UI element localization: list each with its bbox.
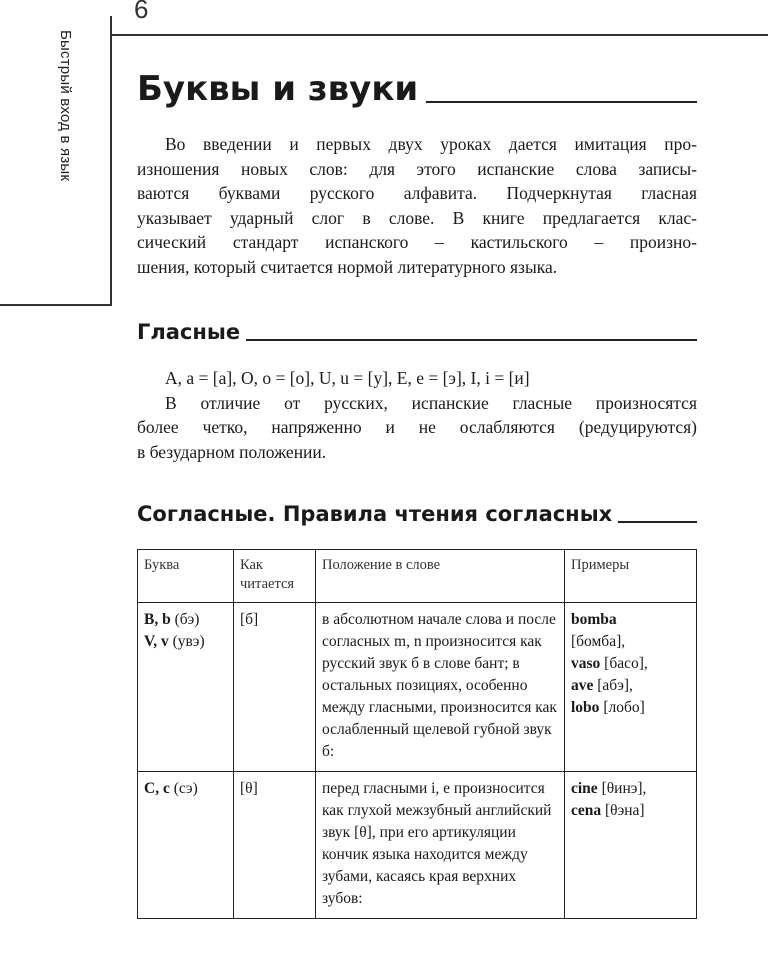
- examples-cell: [565, 603, 697, 772]
- sound-cell: [б]: [234, 603, 316, 772]
- consonants-title: Согласные. Правила чтения согласных: [137, 502, 613, 526]
- header-letter: Буква: [138, 550, 234, 603]
- example-pron: [θинэ],: [601, 780, 647, 797]
- sound-cell: [θ]: [234, 772, 316, 919]
- letter: V, v: [144, 633, 169, 650]
- example-word: cine: [571, 780, 598, 797]
- example-word: bomba: [571, 611, 617, 628]
- intro-line: изношения новых слов: для этого испанские слова записы-: [137, 158, 697, 179]
- vowels-heading: [137, 322, 697, 343]
- examples-cell: [565, 772, 697, 919]
- vowels-line: более четко, напряженно и не ослабляются (редуцируются): [137, 417, 697, 437]
- vowels-line: В отличие от русских, испанские гласные произносятся: [165, 392, 697, 413]
- example-word: ave: [571, 677, 594, 694]
- letter: C, c: [144, 780, 170, 797]
- heading-rule: [246, 339, 697, 341]
- consonants-table: [137, 549, 697, 919]
- intro-line: ваются буквами русского алфавита. Подчеркнутая гласная: [137, 183, 697, 203]
- table-row: [138, 772, 697, 919]
- heading-rule: [618, 521, 697, 523]
- side-tab-label: Быстрый вход в язык: [57, 30, 74, 182]
- letter-name: (бэ): [170, 611, 200, 628]
- vowels-formula: A, a = [а], O, o = [о], U, u = [у], E, e = [э], I, i = [и]: [165, 368, 530, 388]
- table-row: [138, 603, 697, 772]
- page-number: 6: [134, 0, 149, 24]
- letter-cell: [138, 603, 234, 772]
- side-tab: [0, 16, 112, 306]
- letter-name: (сэ): [169, 780, 198, 797]
- header-position: Положение в слове: [316, 550, 565, 603]
- header-reading: Как читается: [234, 550, 316, 603]
- vowels-title: Гласные: [137, 320, 241, 344]
- example-pron: [басо],: [604, 655, 648, 672]
- intro-line: Во введении и первых двух уроках дается имитация про-: [165, 134, 697, 154]
- position-cell: перед гласными i, e произносится как глухой межзубный английский звук [θ], при его артикуляции кончик языка находится между зубами, касаясь края верхних зубов:: [316, 772, 565, 919]
- intro-line: указывает ударный слог в слове. В книге предлагается клас-: [137, 207, 697, 228]
- section-heading: [137, 69, 697, 109]
- letter-name: (увэ): [168, 633, 205, 650]
- letter: B, b: [144, 611, 171, 628]
- section-title: Буквы и звуки: [137, 69, 419, 109]
- example-pron: [бомба],: [571, 633, 626, 650]
- intro-paragraph: [137, 132, 697, 279]
- example-pron: [θэна]: [605, 802, 645, 819]
- vowels-paragraph: [137, 366, 697, 464]
- intro-line: шения, который считается нормой литературного языка.: [137, 256, 558, 277]
- table-header-row: [138, 550, 697, 603]
- intro-line: сический стандарт испанского – кастильского – произно-: [137, 232, 697, 252]
- position-cell: в абсолютном начале слова и после согласных m, n произносится как русский звук б в слове бант; в остальных позициях, особенно между гласными, произносится как ослабленный щелевой губной звук б:: [316, 603, 565, 772]
- example-word: cena: [571, 802, 602, 819]
- header-examples: Примеры: [565, 550, 697, 603]
- example-word: vaso: [571, 655, 601, 672]
- consonants-heading: [137, 504, 697, 525]
- example-word: lobo: [571, 699, 600, 716]
- vowels-line: в безударном положении.: [137, 441, 327, 462]
- top-rule: [112, 34, 768, 36]
- heading-rule: [426, 101, 697, 103]
- example-pron: [лобо]: [603, 699, 645, 716]
- letter-cell: [138, 772, 234, 919]
- example-pron: [абэ],: [597, 677, 633, 694]
